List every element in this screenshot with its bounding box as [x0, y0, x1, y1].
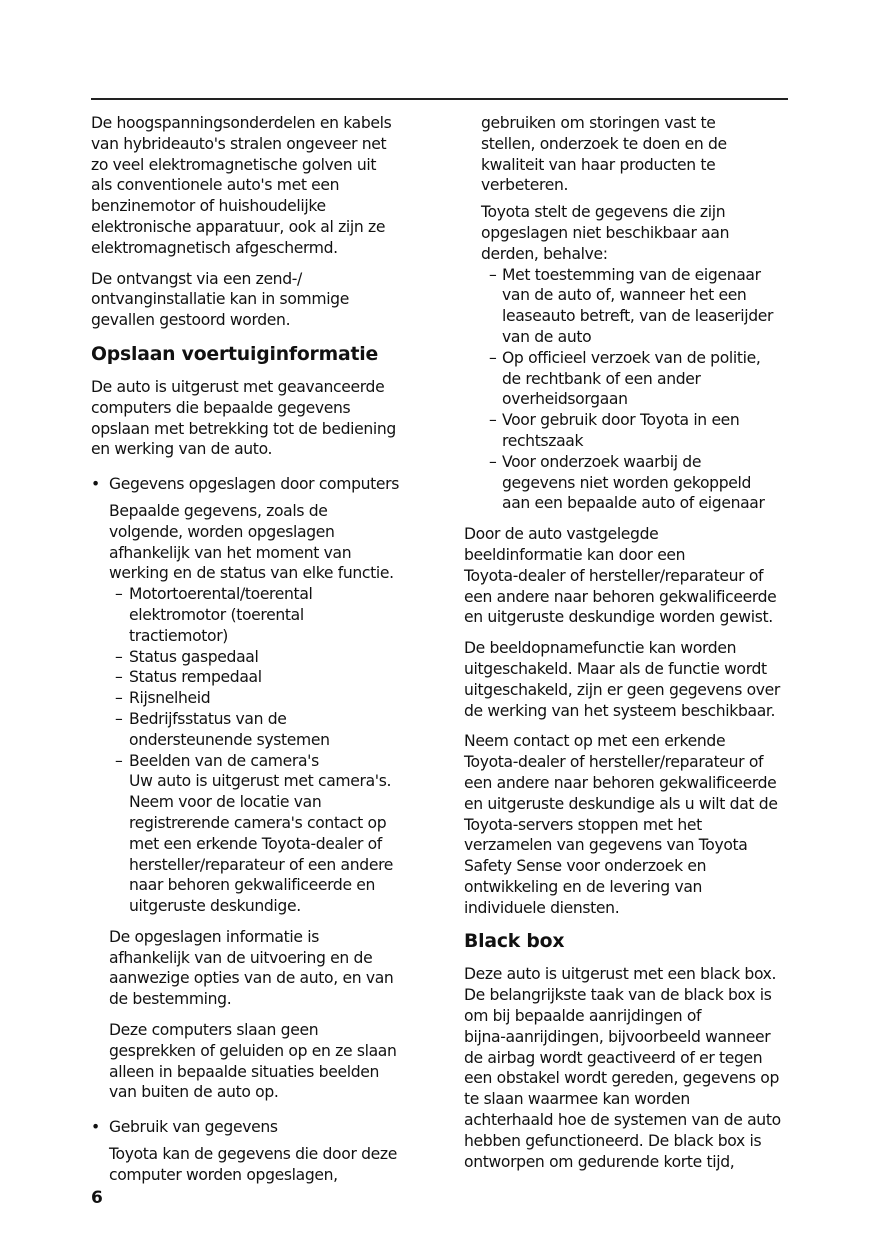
- contact-dealer-paragraph: Neem contact op met een erkende Toyota-dealer of hersteller/reparateur of een andere naar behoren gekwalificeerde en uitgeruste deskundige als u wilt dat de Toyota-servers stoppen met het verzamelen van gegevens van Toyota Safety Sense voor onderzoek en ontwikkeling en de levering van individuele diensten.: [464, 732, 778, 917]
- dash-marker: –: [489, 452, 497, 471]
- list-item-text: Motortoerental/toerental elektromotor (toerental tractiemotor): [129, 585, 313, 645]
- list-item: [109, 688, 421, 709]
- dash-marker: –: [115, 751, 123, 770]
- bullet-title: Gebruik van gegevens: [109, 1118, 278, 1137]
- dash-marker: –: [115, 585, 123, 604]
- list-item: [464, 348, 794, 410]
- list-item-text: Status gaspedaal: [129, 647, 259, 666]
- list-item-text: Beelden van de camera's Uw auto is uitgerust met camera's. Neem voor de locatie van registrerende camera's contact op met een erkende Toyota-dealer of hersteller/reparateur of een andere naar behoren gekwalificeerde en uitgeruste deskundige.: [129, 751, 394, 916]
- section-paragraph: De auto is uitgerust met geavanceerde computers die bepaalde gegevens opslaan met betrekking tot de bediening en werking van de auto.: [91, 377, 396, 459]
- black-box-paragraph: Deze auto is uitgerust met een black box. De belangrijkste taak van de black box is om bij bepaalde aanrijdingen of bijna-aanrijdingen, bijvoorbeeld wanneer de airbag wordt geactiveerd of er tegen een obstakel wordt gereden, gegevens op te slaan waarmee kan worden achterhaald hoe de systemen van de auto hebben gefunctioneerd. De black box is ontworpen om gedurende korte tijd,: [464, 965, 781, 1171]
- list-item-text: Op officieel verzoek van de politie, de rechtbank of een ander overheidsorgaan: [502, 348, 761, 409]
- bullet-after-paragraph-1: De opgeslagen informatie is afhankelijk van de uitvoering en de aanwezige opties van de auto, en van de bestemming.: [109, 927, 394, 1009]
- page-number: 6: [91, 1188, 103, 1208]
- dash-marker: –: [115, 689, 123, 708]
- bullet-title: Gegevens opgeslagen door computers: [109, 475, 400, 494]
- exceptions-list: [464, 265, 794, 515]
- list-item: [109, 667, 421, 688]
- bullet-marker: •: [91, 1118, 100, 1137]
- intro-paragraph-2: De ontvangst via een zend-/ ontvanginstallatie kan in sommige gevallen gestoord worden.: [91, 269, 349, 330]
- image-info-paragraph: Door de auto vastgelegde beeldinformatie kan door een Toyota-dealer of hersteller/reparateur of een andere naar behoren gekwalificeerde en uitgeruste deskundige worden gewist.: [464, 525, 777, 627]
- list-item: [109, 584, 421, 646]
- continuation-paragraph: gebruiken om storingen vast te stellen, onderzoek te doen en de kwaliteit van haar producten te verbeteren.: [481, 114, 727, 195]
- list-item: [109, 647, 421, 668]
- bullet-body: Toyota kan de gegevens die door deze computer worden opgeslagen,: [109, 1145, 397, 1184]
- section-heading-black-box: Black box: [464, 931, 565, 953]
- bullet-body: Bepaalde gegevens, zoals de volgende, worden opgeslagen afhankelijk van het moment van werking en de status van elke functie.: [109, 501, 394, 583]
- list-item: [109, 709, 421, 751]
- bullet-stored-data: [91, 474, 421, 1103]
- dash-marker: –: [115, 647, 123, 666]
- left-column: [91, 113, 421, 1196]
- dash-marker: –: [489, 265, 497, 284]
- list-item-text: Rijsnelheid: [129, 689, 211, 708]
- dash-marker: –: [489, 411, 497, 430]
- header-rule: [91, 98, 788, 100]
- list-item: [464, 410, 794, 452]
- dash-marker: –: [115, 668, 123, 687]
- dash-marker: –: [489, 348, 497, 367]
- stored-data-list: [109, 584, 421, 917]
- list-item-text: Voor onderzoek waarbij de gegevens niet worden gekoppeld aan een bepaalde auto of eigenaar: [502, 452, 765, 513]
- list-item: [109, 751, 421, 917]
- intro-paragraph-1: De hoogspanningsonderdelen en kabels van hybrideauto's stralen ongeveer net zo veel elektromagnetische golven uit als conventionele auto's met een benzinemotor of huishoudelijke elektronische apparatuur, ook al zijn ze elektromagnetisch afgeschermd.: [91, 114, 392, 257]
- dash-marker: –: [115, 709, 123, 728]
- list-item: [464, 265, 794, 348]
- recording-function-paragraph: De beeldopnamefunctie kan worden uitgeschakeld. Maar als de functie wordt uitgeschakeld, zijn er geen gegevens over de werking van het systeem beschikbaar.: [464, 639, 780, 720]
- list-item: [464, 452, 794, 514]
- bullet-data-usage: [91, 1117, 421, 1185]
- list-item-text: Voor gebruik door Toyota in een rechtszaak: [502, 411, 740, 450]
- list-item-text: Met toestemming van de eigenaar van de auto of, wanneer het een leaseauto betreft, van de leaserijder van de auto: [502, 265, 774, 346]
- third-party-intro: Toyota stelt de gegevens die zijn opgeslagen niet beschikbaar aan derden, behalve:: [481, 203, 730, 263]
- list-item-text: Bedrijfsstatus van de ondersteunende systemen: [129, 709, 330, 749]
- right-column: [464, 113, 794, 1182]
- section-heading-vehicle-info: Opslaan voertuiginformatie: [91, 343, 379, 365]
- list-item-text: Status rempedaal: [129, 668, 262, 687]
- bullet-after-paragraph-2: Deze computers slaan geen gesprekken of geluiden op en ze slaan alleen in bepaalde situaties beelden van buiten de auto op.: [109, 1021, 397, 1102]
- bullet-marker: •: [91, 475, 100, 494]
